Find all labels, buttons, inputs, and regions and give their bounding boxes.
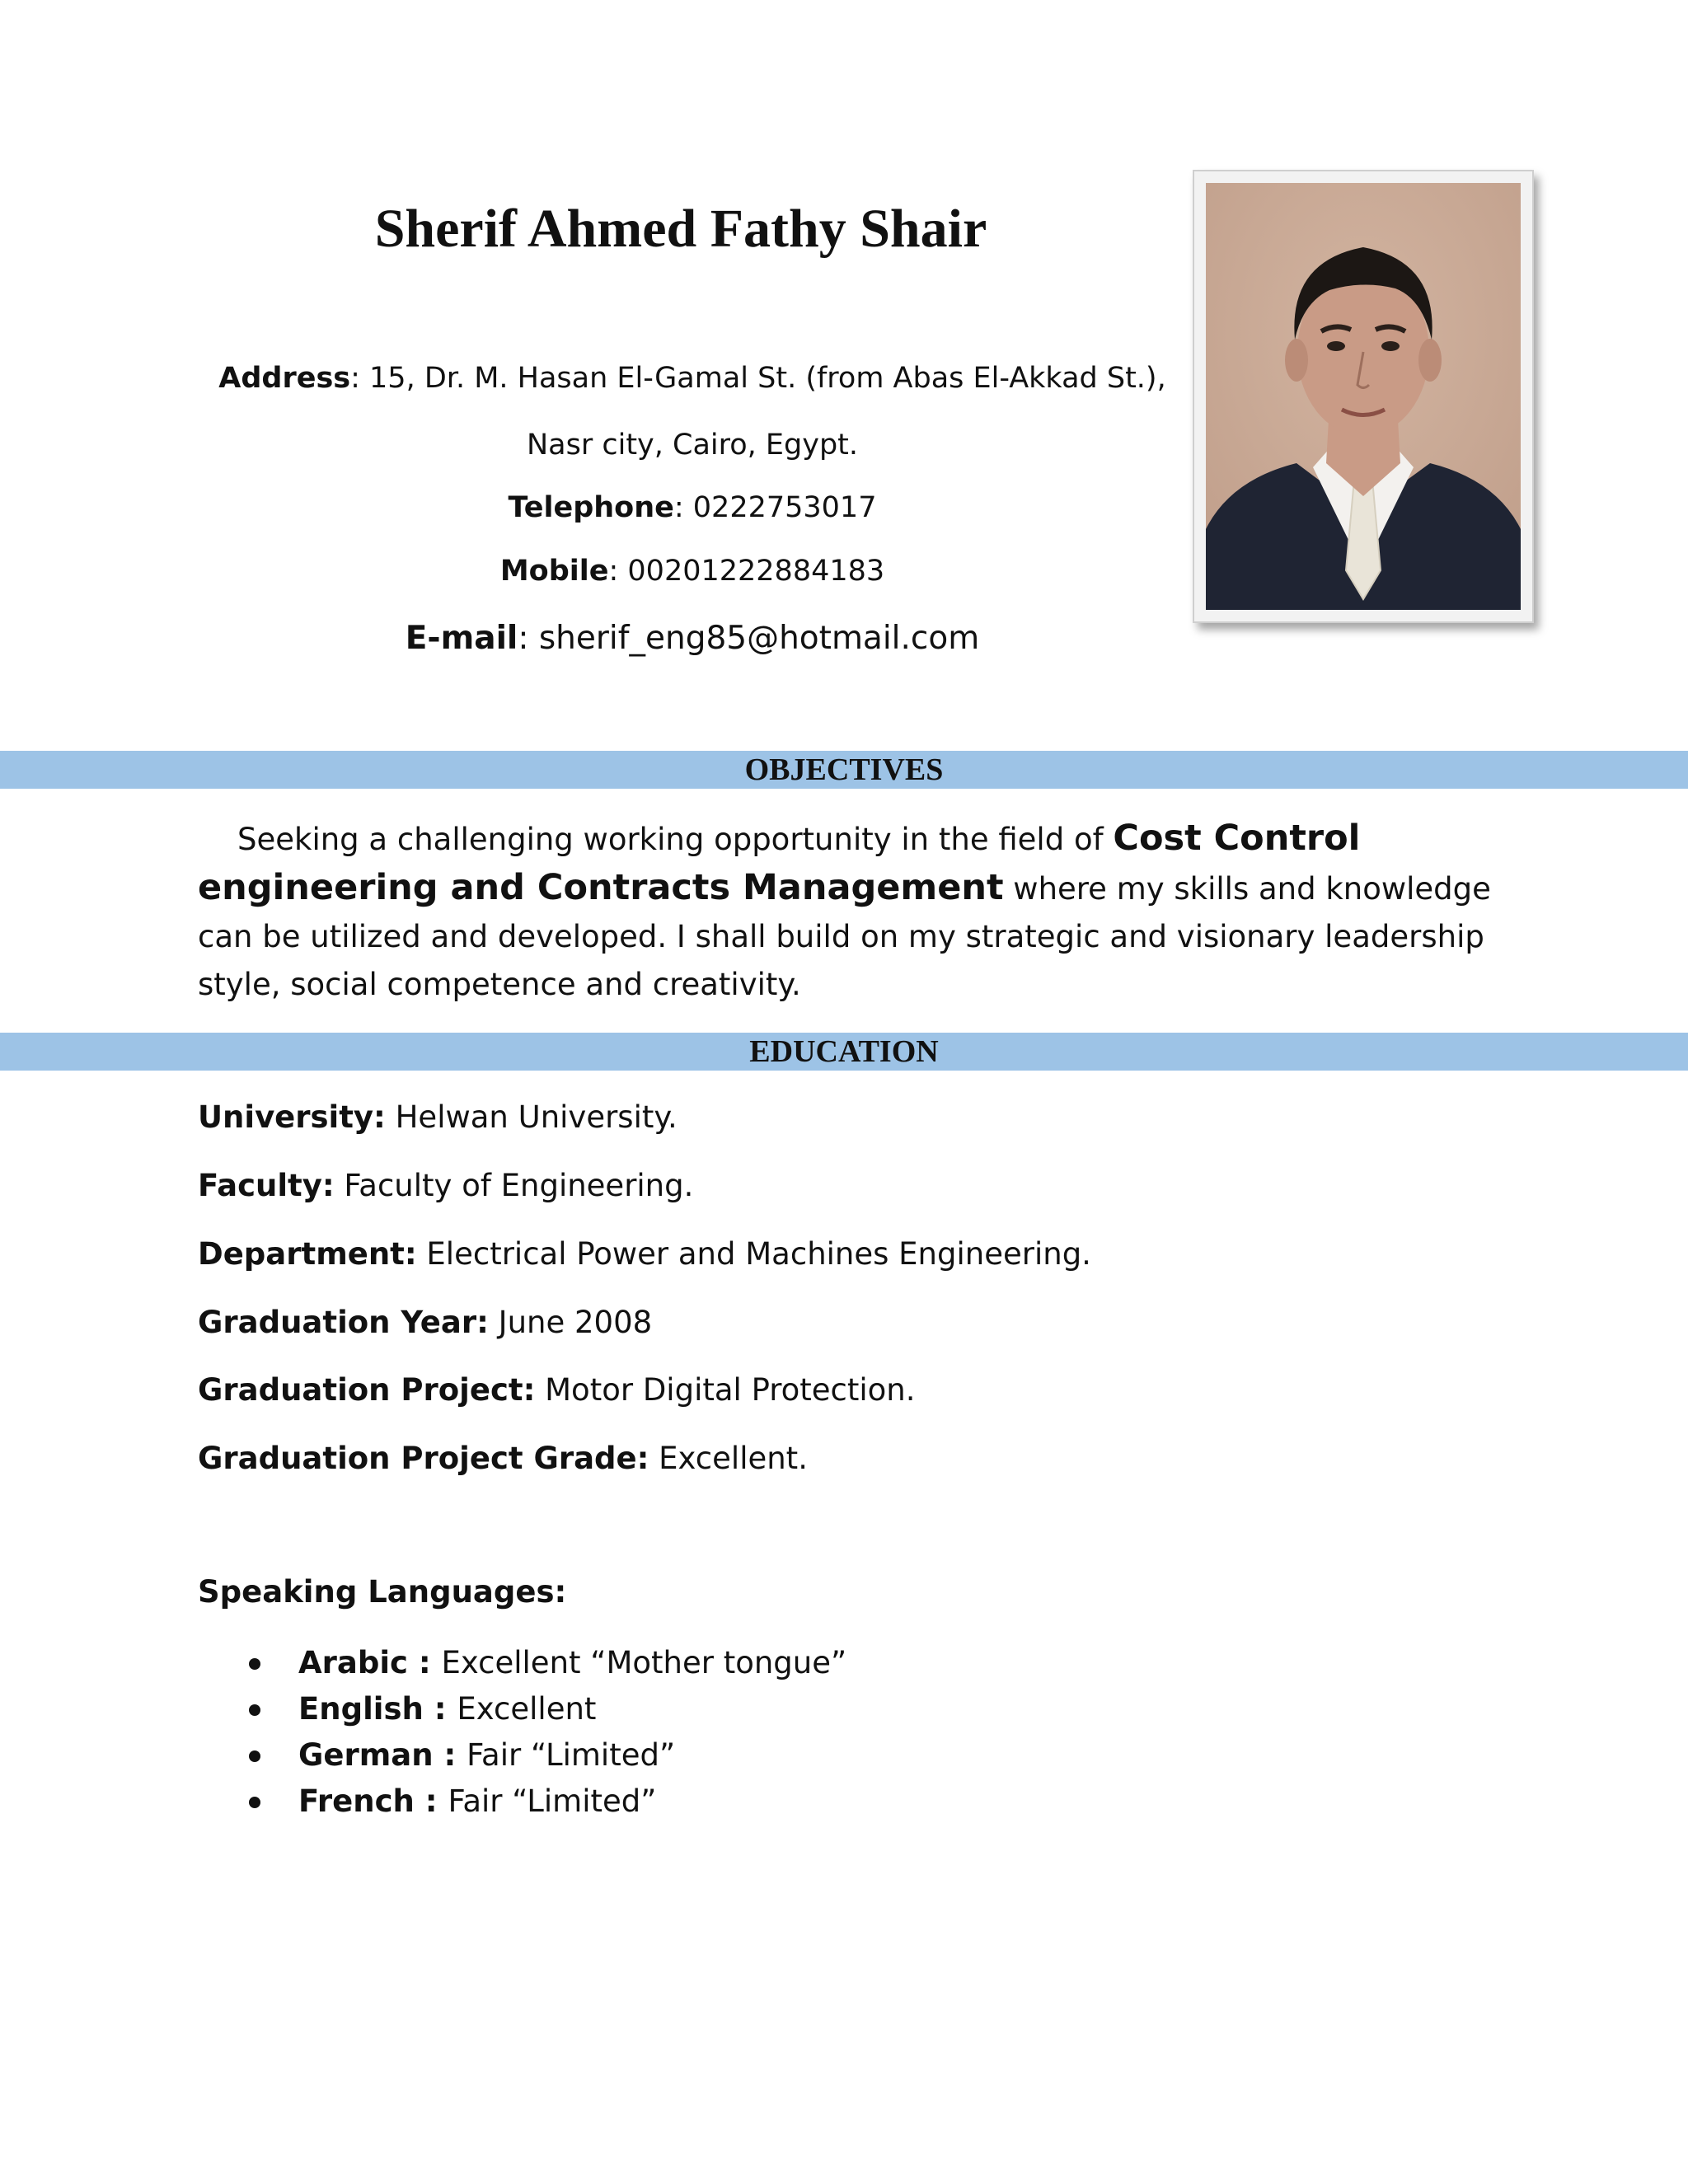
education-label: Department: (198, 1236, 417, 1272)
education-label: Graduation Project: (198, 1372, 536, 1408)
language-name: French (298, 1783, 415, 1819)
language-level: Fair “Limited” (448, 1783, 657, 1819)
education-department (198, 1236, 1091, 1272)
language-name: English (298, 1691, 424, 1727)
mobile-line (0, 554, 1385, 588)
objective-text (198, 814, 1500, 1009)
education-value: Helwan University. (385, 1099, 678, 1135)
bullet-icon (249, 1797, 260, 1808)
education-value: Excellent. (649, 1441, 808, 1476)
bullet-icon (249, 1704, 260, 1716)
education-value: Motor Digital Protection. (535, 1372, 916, 1408)
address-value: : 15, Dr. M. Hasan El-Gamal St. (from Abas El-Akkad St.), (350, 362, 1166, 395)
objective-part1: Seeking a challenging working opportunity in the field of (237, 822, 1114, 857)
telephone-value: : 0222753017 (673, 491, 877, 524)
education-value: Electrical Power and Machines Engineering. (416, 1236, 1091, 1272)
bullet-icon (249, 1658, 260, 1670)
language-name: German (298, 1737, 434, 1773)
education-faculty (198, 1168, 693, 1204)
language-item (247, 1686, 846, 1732)
email-label: E-mail (405, 620, 518, 657)
address-line-1 (0, 361, 1385, 396)
bullet-icon (249, 1750, 260, 1762)
language-separator: : (414, 1783, 448, 1819)
address-city: Nasr city, Cairo, Egypt. (526, 429, 859, 462)
education-label: Graduation Year: (198, 1305, 489, 1340)
education-section-header: EDUCATION (0, 1033, 1688, 1071)
languages-list (247, 1640, 846, 1825)
language-level: Excellent “Mother tongue” (441, 1645, 847, 1680)
languages-heading: Speaking Languages: (198, 1574, 567, 1610)
language-item (247, 1732, 846, 1779)
address-label: Address (218, 362, 351, 395)
education-value: June 2008 (488, 1305, 653, 1340)
language-separator: : (407, 1645, 442, 1680)
telephone-line (0, 490, 1385, 525)
language-name: Arabic (298, 1645, 408, 1680)
objectives-section-header: OBJECTIVES (0, 751, 1688, 789)
candidate-name: Sherif Ahmed Fathy Shair (374, 199, 987, 259)
education-label: University: (198, 1099, 386, 1135)
education-project-grade (198, 1441, 808, 1477)
telephone-label: Telephone (508, 491, 674, 524)
email-value: : sherif_eng85@hotmail.com (518, 620, 980, 657)
mobile-label: Mobile (499, 555, 609, 588)
education-university (198, 1099, 678, 1136)
education-label: Faculty: (198, 1168, 335, 1203)
language-separator: : (433, 1737, 467, 1773)
language-item (247, 1779, 846, 1825)
mobile-value: : 00201222884183 (608, 555, 885, 588)
education-graduation-project (198, 1372, 916, 1408)
objective-highlight: Cost Control engineering and Contracts Management (198, 818, 1361, 908)
portrait-photo-icon (1206, 183, 1521, 610)
education-value: Faculty of Engineering. (334, 1168, 694, 1203)
education-graduation-year (198, 1305, 652, 1341)
language-level: Fair “Limited” (467, 1737, 676, 1773)
profile-photo-frame (1193, 170, 1534, 623)
education-label: Graduation Project Grade: (198, 1441, 649, 1476)
address-line-2 (0, 428, 1385, 462)
objective-part2: where my skills and knowledge can be utilized and developed. I shall build on my strategic and visionary leadership style, social competence and creativity. (198, 871, 1491, 1002)
language-item (247, 1640, 846, 1686)
language-separator: : (423, 1691, 457, 1727)
language-level: Excellent (457, 1691, 597, 1727)
email-line (0, 620, 1385, 658)
